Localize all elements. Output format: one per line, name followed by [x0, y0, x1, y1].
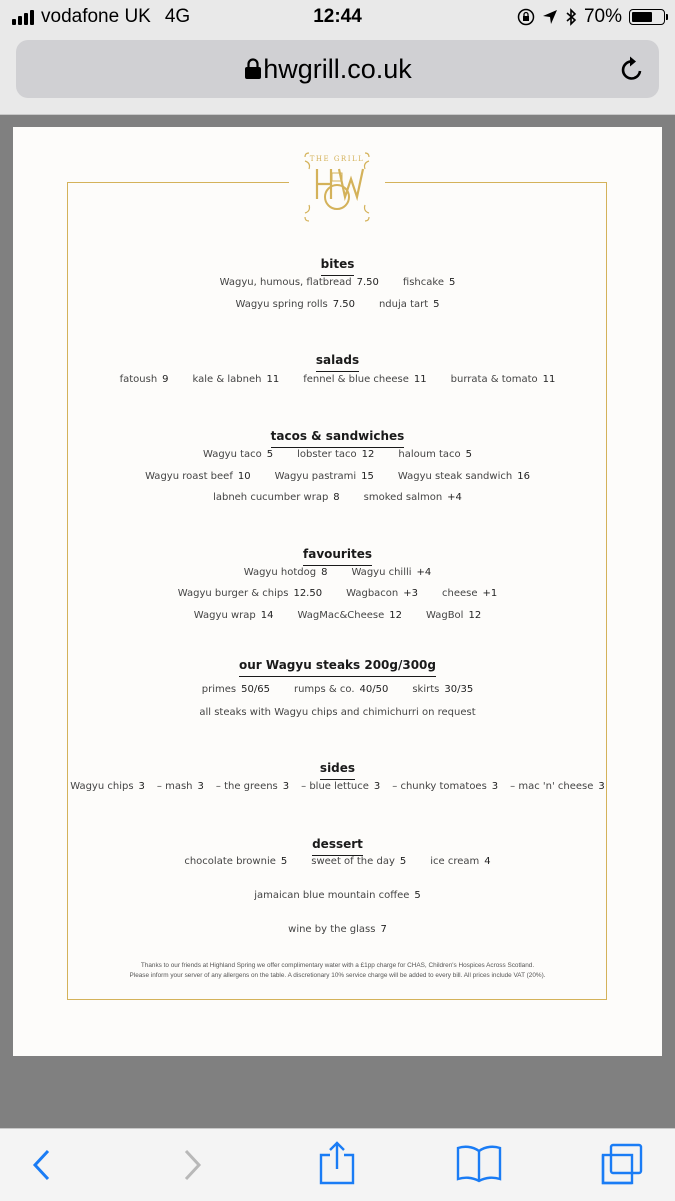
menu-row [13, 374, 662, 385]
menu-item-price: 16 [517, 471, 530, 482]
menu-row [13, 471, 662, 482]
footnote [13, 961, 662, 980]
hw-grill-logo [303, 147, 371, 227]
section-title [13, 353, 662, 372]
menu-item-name: labneh cucumber wrap [213, 492, 329, 503]
menu-item [275, 471, 374, 482]
section-title-text: tacos & sandwiches [271, 429, 405, 448]
menu-item [510, 781, 605, 792]
location-icon [542, 9, 558, 25]
menu-item-name: Wagbacon [346, 588, 399, 599]
battery-icon [629, 9, 665, 25]
address-bar[interactable] [16, 40, 659, 98]
menu-item [403, 277, 455, 288]
menu-item-price: 14 [260, 610, 274, 621]
menu-item [288, 924, 387, 935]
orientation-lock-icon [517, 8, 535, 26]
logo-text: THE GRILL [309, 155, 365, 163]
network-label: 4G [164, 6, 191, 27]
menu-item-name: Wagyu roast beef [145, 471, 233, 482]
menu-item [311, 856, 406, 867]
menu-item [303, 374, 426, 385]
menu-row [13, 707, 662, 718]
menu-item-price: 15 [361, 471, 374, 482]
menu-row [13, 610, 662, 621]
menu-row [13, 588, 662, 599]
menu-row [13, 781, 662, 792]
menu-page [13, 127, 662, 1056]
menu-item-price: 7 [380, 924, 387, 935]
menu-item-name: Wagyu pastrami [274, 471, 357, 482]
menu-item-price: +1 [482, 588, 498, 599]
menu-item-price: 5 [414, 890, 421, 901]
menu-item-price: 10 [237, 471, 251, 482]
status-bar [0, 0, 675, 36]
menu-row [13, 277, 662, 288]
menu-item-name: primes [201, 684, 237, 695]
menu-item [398, 471, 530, 482]
menu-item-price: 3 [598, 781, 605, 792]
menu-item-name: skirts [412, 684, 440, 695]
menu-item-price: 12 [389, 610, 402, 621]
menu-item-name: Wagyu spring rolls [235, 299, 328, 310]
menu-item-name: Wagyu steak sandwich [397, 471, 513, 482]
tabs-icon[interactable] [600, 1143, 644, 1185]
menu-item-price: 3 [197, 781, 204, 792]
menu-item [430, 856, 490, 867]
menu-item-price: 4 [484, 856, 491, 867]
menu-item [193, 374, 280, 385]
menu-item-name: WagBol [425, 610, 464, 621]
menu-item-name: Wagyu taco [202, 449, 262, 460]
menu-item-name: lobster taco [297, 449, 357, 460]
menu-row [13, 299, 662, 310]
menu-item-name: nduja tart [378, 299, 429, 310]
menu-item-price: 5 [433, 299, 440, 310]
menu-row [13, 449, 662, 460]
section-title [13, 257, 662, 276]
menu-item [213, 492, 340, 503]
menu-item-name: jamaican blue mountain coffee [254, 890, 410, 901]
menu-item [220, 277, 379, 288]
menu-item-price: 3 [282, 781, 290, 792]
menu-item-price: 12 [468, 610, 482, 621]
menu-item [297, 449, 374, 460]
menu-item-name: burrata & tomato [450, 374, 538, 385]
menu-item-price: 11 [413, 374, 427, 385]
menu-item-name: fennel & blue cheese [303, 374, 409, 385]
menu-item [244, 567, 328, 578]
menu-item [351, 567, 431, 578]
section-title [13, 547, 662, 566]
menu-item-name: – mac 'n' cheese [510, 781, 594, 792]
menu-item-name: – mash [156, 781, 193, 792]
menu-item-price: 9 [162, 374, 169, 385]
back-icon[interactable] [30, 1147, 54, 1183]
menu-item-name: fishcake [402, 277, 444, 288]
menu-item-name: sweet of the day [311, 856, 395, 867]
menu-item [364, 492, 462, 503]
menu-item-name: Wagyu hotdog [243, 567, 317, 578]
menu-item [297, 610, 402, 621]
menu-item [294, 684, 388, 695]
browser-chrome [0, 36, 675, 115]
menu-item [216, 781, 289, 792]
bookmarks-icon[interactable] [456, 1143, 502, 1183]
menu-item [392, 781, 498, 792]
menu-item-price: 5 [448, 277, 456, 288]
clock: 12:44 [313, 6, 362, 27]
menu-item [346, 588, 418, 599]
menu-item [199, 707, 475, 718]
menu-item-price: 7.50 [332, 299, 355, 310]
section-title-text: our Wagyu steaks 200g/300g [239, 658, 436, 677]
menu-item [426, 610, 481, 621]
menu-item [301, 781, 380, 792]
menu-item-name: Wagyu chips [70, 781, 134, 792]
menu-item-name: WagMac&Cheese [297, 610, 385, 621]
footnote-line-1: Thanks to our friends at Highland Spring we offer complimentary water with a £1pp charge for CHAS, Children's Hospices Across Scotland. [140, 962, 535, 969]
menu-row [13, 684, 662, 695]
menu-item [120, 374, 169, 385]
battery-percent: 70% [583, 6, 622, 27]
web-content[interactable] [0, 115, 675, 1127]
section-title-text: sides [320, 761, 355, 780]
menu-item-price: 12 [361, 449, 375, 460]
menu-item [184, 856, 287, 867]
menu-item [451, 374, 556, 385]
section-title [13, 429, 662, 448]
menu-item-price: 8 [333, 492, 340, 503]
menu-item-name: rumps & co. [293, 684, 355, 695]
menu-item [203, 449, 273, 460]
menu-item-name: Wagyu chilli [351, 567, 412, 578]
menu-item [202, 684, 270, 695]
menu-item-name: fatoush [119, 374, 158, 385]
menu-item-name: all steaks with Wagyu chips and chimichurri on request [199, 707, 476, 718]
menu-item-price: 11 [266, 374, 280, 385]
menu-item-name: ice cream [430, 856, 480, 867]
menu-item [442, 588, 497, 599]
menu-item-price: 40/50 [359, 684, 389, 695]
menu-item-price: 5 [399, 856, 407, 867]
bottom-toolbar [0, 1128, 675, 1201]
menu-item-price: 3 [491, 781, 499, 792]
menu-item-price: 5 [266, 449, 274, 460]
menu-item-name: Wagyu wrap [193, 610, 256, 621]
section-title [13, 837, 662, 856]
menu-item-name: kale & labneh [192, 374, 262, 385]
menu-item-name: cheese [442, 588, 478, 599]
menu-item-name: – the greens [215, 781, 278, 792]
section-title [13, 761, 662, 780]
menu-item-name: Wagyu, humous, flatbread [219, 277, 352, 288]
menu-item [70, 781, 145, 792]
share-icon[interactable] [318, 1141, 356, 1185]
menu-item-price: 12.50 [293, 588, 323, 599]
menu-item [379, 299, 440, 310]
menu-item-name: – chunky tomatoes [392, 781, 487, 792]
menu-row [13, 856, 662, 867]
menu-item-name: chocolate brownie [184, 856, 276, 867]
menu-row [13, 492, 662, 503]
menu-item [178, 588, 322, 599]
menu-row [13, 890, 662, 901]
menu-item [398, 449, 472, 460]
menu-item-price: 50/65 [241, 684, 270, 695]
footnote-line-2: Please inform your server of any allergens on the table. A discretionary 10% service charge will be added to every bill. All prices include VAT (20%). [129, 971, 546, 979]
menu-item-price: 30/35 [444, 684, 474, 695]
forward-icon[interactable] [180, 1147, 204, 1183]
url-text[interactable]: hwgrill.co.uk [263, 54, 412, 84]
menu-item-price: +4 [416, 567, 432, 578]
section-title-text: bites [321, 257, 355, 276]
menu-item [157, 781, 204, 792]
menu-item-name: – blue lettuce [301, 781, 369, 792]
menu-item-price: 3 [373, 781, 381, 792]
menu-row [13, 924, 662, 935]
menu-item-price: 5 [465, 449, 473, 460]
menu-item-name: haloum taco [398, 449, 461, 460]
menu-item-name: Wagyu burger & chips [177, 588, 289, 599]
menu-item-name: wine by the glass [288, 924, 376, 935]
menu-item-price: +4 [447, 492, 462, 503]
carrier-label: vodafone UK [41, 6, 151, 27]
status-right [517, 6, 665, 28]
reload-icon[interactable] [619, 55, 645, 83]
menu-item-price: 8 [321, 567, 328, 578]
menu-row [13, 567, 662, 578]
menu-item-price: 5 [280, 856, 288, 867]
menu-item-price: +3 [403, 588, 418, 599]
section-title-text: dessert [312, 837, 363, 856]
section-title [13, 658, 662, 677]
menu-item-price: 11 [542, 374, 556, 385]
menu-item-price: 7.50 [356, 277, 379, 288]
menu-item [235, 299, 355, 310]
menu-item [254, 890, 421, 901]
menu-item [194, 610, 274, 621]
menu-item-name: smoked salmon [363, 492, 443, 503]
menu-item [412, 684, 473, 695]
section-title-text: salads [316, 353, 359, 372]
menu-item-price: 3 [138, 781, 145, 792]
section-title-text: favourites [303, 547, 372, 566]
bluetooth-icon [565, 8, 577, 26]
menu-item [145, 471, 251, 482]
